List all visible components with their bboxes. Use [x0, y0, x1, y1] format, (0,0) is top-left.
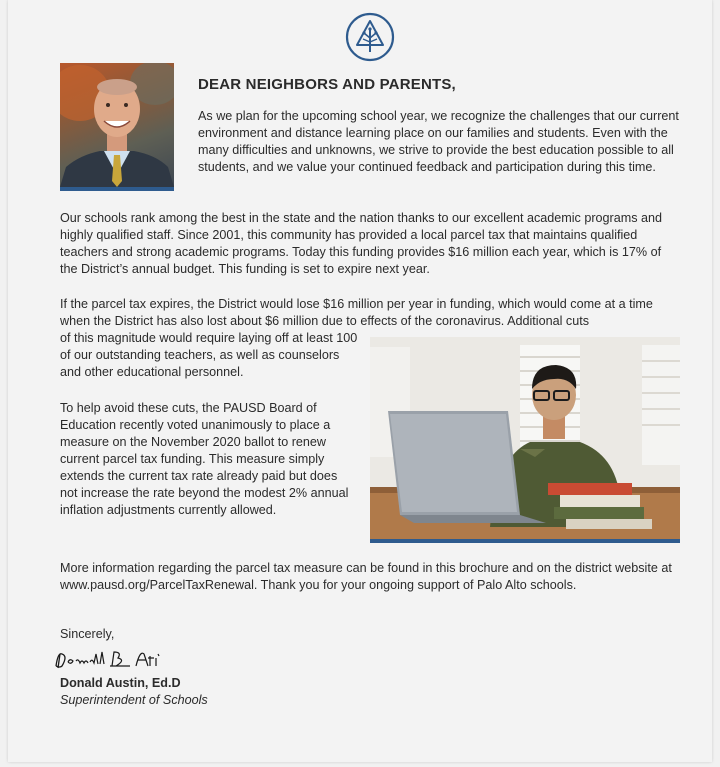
tree-logo-icon: [345, 12, 395, 62]
schools-paragraph: Our schools rank among the best in the state and the nation thanks to our excellent academic programs and highly qualified staff. Since 2001, this community has provided a local parcel tax that maintains qualified teachers and strong academic programs. Today this funding provides $16 million each year, which is 17% of the District’s annual budget. This funding is set to expire next year.: [60, 211, 663, 276]
closing: Sincerely,: [60, 627, 115, 641]
parcel-tax-paragraph-continued: of this magnitude would require laying off at least 100 of our outstanding teachers, as well as counselors and other educational personnel.: [60, 331, 358, 379]
signature: [52, 646, 172, 672]
superintendent-photo: [60, 63, 174, 191]
more-info-paragraph: More information regarding the parcel tax measure can be found in this brochure and on the district website at www.pausd.org/ParcelTaxRenewal. Thank you for your ongoing support of Palo Alto schools.: [60, 561, 672, 592]
signer-name: Donald Austin, Ed.D: [60, 676, 181, 690]
letter-page: [8, 0, 712, 762]
student-laptop-photo: [370, 337, 680, 543]
board-measure-paragraph: To help avoid these cuts, the PAUSD Board of Education recently voted unanimously to place a measure on the November 2020 ballot to renew current parcel tax funding. This measure simply extends the current tax rate already paid but does not increase the rate beyond the modest 2% annual inflation adjustments currently allowed.: [60, 401, 349, 517]
signer-title: Superintendent of Schools: [60, 693, 208, 707]
parcel-tax-paragraph: If the parcel tax expires, the District would lose $16 million per year in funding, which would come at a time when the District has also lost about $6 million due to effects of the coronavirus. Additional cuts: [60, 297, 653, 328]
letter-heading: DEAR NEIGHBORS AND PARENTS,: [198, 76, 456, 93]
intro-paragraph: As we plan for the upcoming school year, we recognize the challenges that our current environment and distance learning place on our families and students. Even with the many difficulties and unknowns, we strive to provide the best education possible to all students, and we value your continued feedback and participation during this time.: [198, 109, 679, 174]
